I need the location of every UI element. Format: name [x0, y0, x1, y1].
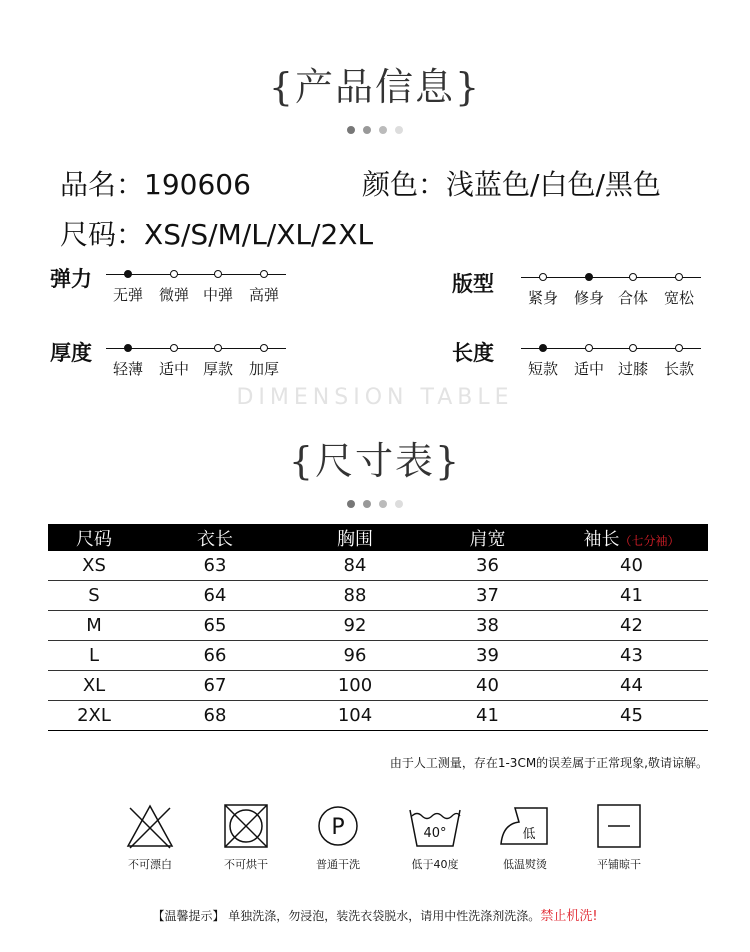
table-cell: 84: [290, 551, 420, 581]
wash-40-icon: [407, 802, 463, 850]
scale-option: 轻薄: [112, 360, 144, 378]
scale-option: 高弹: [248, 286, 280, 304]
scale-option: 合体: [617, 289, 649, 307]
size-table: [48, 524, 708, 731]
scale-dot: [675, 273, 683, 281]
table-cell: 41: [420, 701, 555, 731]
table-cell: 40: [555, 551, 708, 581]
scale-line: [521, 348, 701, 349]
care-no-bleach: [105, 802, 195, 872]
tip-prefix: 【温馨提示】: [152, 909, 225, 923]
scale-option: 适中: [573, 360, 605, 378]
table-cell: 42: [555, 611, 708, 641]
table-cell: 43: [555, 641, 708, 671]
scale-label-thickness: 厚度: [50, 341, 92, 365]
table-cell: 92: [290, 611, 420, 641]
header-sleeve-label: 袖长: [583, 528, 620, 550]
table-cell: 40: [420, 671, 555, 701]
scale-dot: [214, 270, 222, 278]
dot: [347, 500, 355, 508]
table-cell: 67: [140, 671, 290, 701]
care-label: 低于40度: [411, 858, 459, 871]
table-row: [48, 611, 708, 641]
no-tumble-dry-icon: [220, 802, 272, 850]
product-size-label: 尺码：: [60, 218, 145, 251]
dot: [395, 126, 403, 134]
care-iron-low: [480, 802, 570, 872]
product-color-label: 颜色：: [362, 168, 447, 201]
header-length: 衣长: [140, 524, 290, 551]
scale-option: 中弹: [202, 286, 234, 304]
header-sleeve: [555, 524, 708, 551]
table-cell: 65: [140, 611, 290, 641]
dot: [379, 126, 387, 134]
dry-flat-icon: [593, 802, 645, 850]
scale-dot-selected: [124, 344, 132, 352]
scale-line: [521, 277, 701, 278]
scale-option: 紧身: [527, 289, 559, 307]
table-cell: XL: [48, 671, 140, 701]
scale-option: 厚款: [202, 360, 234, 378]
care-label: 不可烘干: [224, 858, 268, 871]
table-cell: 44: [555, 671, 708, 701]
scale-dot: [170, 344, 178, 352]
dot: [363, 126, 371, 134]
care-wash-40: [390, 802, 480, 872]
scale-line: [106, 274, 286, 275]
table-cell: 2XL: [48, 701, 140, 731]
watermark-text: DIMENSION TABLE: [236, 385, 514, 410]
table-cell: 39: [420, 641, 555, 671]
scale-option: 适中: [158, 360, 190, 378]
scale-dot: [629, 273, 637, 281]
scale-dot: [260, 344, 268, 352]
table-cell: XS: [48, 551, 140, 581]
table-row: [48, 641, 708, 671]
iron-low-icon: [497, 802, 553, 850]
section-dots-2: [0, 500, 750, 508]
table-header-row: [48, 524, 708, 551]
table-cell: 88: [290, 581, 420, 611]
product-name-label: 品名：: [60, 168, 145, 201]
scale-option: 无弹: [112, 286, 144, 304]
scale-dot: [539, 273, 547, 281]
table-cell: 36: [420, 551, 555, 581]
scale-dot-selected: [539, 344, 547, 352]
product-info-title: {产品信息}: [268, 65, 482, 109]
scale-option: 加厚: [248, 360, 280, 378]
scale-dot-selected: [585, 273, 593, 281]
dry-clean-glyph: P: [331, 815, 345, 840]
sleeve-note: （七分袖）: [619, 533, 680, 548]
care-tip: [0, 905, 750, 924]
product-name-line: [60, 163, 251, 203]
table-cell: 63: [140, 551, 290, 581]
table-cell: 45: [555, 701, 708, 731]
tip-text: 单独洗涤，勿浸泡，装洗衣袋脱水，请用中性洗涤剂洗涤。: [228, 909, 541, 923]
size-table-title: {尺寸表}: [288, 439, 462, 483]
table-row: [48, 581, 708, 611]
table-cell: 68: [140, 701, 290, 731]
product-color-line: [362, 163, 661, 203]
product-size-line: [60, 213, 373, 253]
scale-label-fit: 版型: [452, 272, 494, 296]
scale-dot: [170, 270, 178, 278]
dot: [347, 126, 355, 134]
care-label: 不可漂白: [128, 858, 172, 871]
measure-note: 由于人工测量，存在1-3CM的误差属于正常现象,敬请谅解。: [389, 756, 708, 770]
scale-option: 长款: [663, 360, 695, 378]
table-body: [48, 551, 708, 731]
no-bleach-icon: [124, 802, 176, 850]
scale-dot: [260, 270, 268, 278]
table-cell: 38: [420, 611, 555, 641]
scale-label-length: 长度: [452, 341, 494, 365]
dot: [395, 500, 403, 508]
wash-temp-glyph: 40°: [423, 826, 447, 841]
table-cell: 96: [290, 641, 420, 671]
scale-option: 宽松: [663, 289, 695, 307]
scale-dot: [214, 344, 222, 352]
tip-warning: 禁止机洗!: [540, 909, 598, 924]
table-cell: M: [48, 611, 140, 641]
table-cell: 41: [555, 581, 708, 611]
table-row: [48, 701, 708, 731]
table-cell: 100: [290, 671, 420, 701]
dot: [363, 500, 371, 508]
care-label: 普通干洗: [316, 858, 360, 871]
care-dry-flat: [574, 802, 664, 872]
table-cell: 66: [140, 641, 290, 671]
scale-option: 微弹: [158, 286, 190, 304]
header-shoulder: 肩宽: [420, 524, 555, 551]
header-chest: 胸围: [290, 524, 420, 551]
scale-label-elasticity: 弹力: [50, 267, 92, 291]
scale-dot-selected: [124, 270, 132, 278]
scale-dot: [675, 344, 683, 352]
care-label: 低温熨烫: [503, 858, 547, 871]
product-size-value: XS/S/M/L/XL/2XL: [144, 218, 374, 251]
scale-line: [106, 348, 286, 349]
dry-clean-p-icon: [312, 802, 364, 850]
table-row: [48, 551, 708, 581]
scale-option: 过膝: [617, 360, 649, 378]
product-color-value: 浅蓝色/白色/黑色: [446, 168, 661, 201]
table-row: [48, 671, 708, 701]
care-no-tumble-dry: [201, 802, 291, 872]
scale-option: 修身: [573, 289, 605, 307]
header-size: 尺码: [48, 524, 140, 551]
table-cell: 37: [420, 581, 555, 611]
care-dry-clean: [293, 802, 383, 872]
table-cell: L: [48, 641, 140, 671]
scale-dot: [585, 344, 593, 352]
section-dots: [0, 126, 750, 134]
care-label: 平铺晾干: [597, 858, 641, 871]
dot: [379, 500, 387, 508]
iron-glyph: 低: [522, 827, 536, 842]
scale-option: 短款: [527, 360, 559, 378]
product-name-value: 190606: [144, 168, 251, 201]
scale-dot: [629, 344, 637, 352]
table-cell: 104: [290, 701, 420, 731]
table-cell: 64: [140, 581, 290, 611]
table-cell: S: [48, 581, 140, 611]
